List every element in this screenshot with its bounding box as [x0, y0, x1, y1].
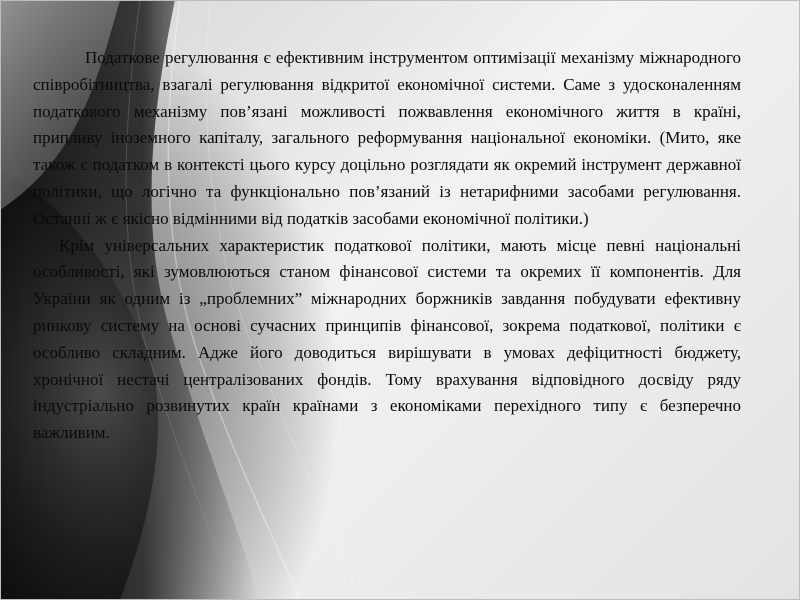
body-text: [33, 45, 741, 447]
paragraph-2: Крім універсальних характеристик податкової політики, мають місце певні національні особливості, які зумовлюються станом фінансової системи та окремих її компонентів. Для України як одним із „проблемних” міжнародних боржників завдання побудувати ефективну ринкову систему на основі сучасних принципів фінансової, зокрема податкової, політики є особливо складним. Адже його доводиться вирішувати в умовах дефіцитності бюджету, хронічної нестачі централізованих фондів. Тому врахування відповідного досвіду ряду індустріально розвинутих країн країнами з економіками перехідного типу є безперечно важливим.: [33, 235, 741, 443]
paragraph-1: Податкове регулювання є ефективним інструментом оптимізації механізму міжнародного співробітництва, взагалі регулювання відкритої економічної системи. Саме з удосконаленням податкового механізму пов’язані можливості пожвавлення економічного життя в країні, припливу іноземного капіталу, загального реформування національної економіки. (Мито, яке також є податком в контексті цього курсу доцільно розглядати як окремий інструмент державної політики, що логічно та функціонально пов’язаний із нетарифними засобами регулювання. Останні ж є якісно відмінними від податків засобами економічної політики.): [33, 48, 741, 228]
